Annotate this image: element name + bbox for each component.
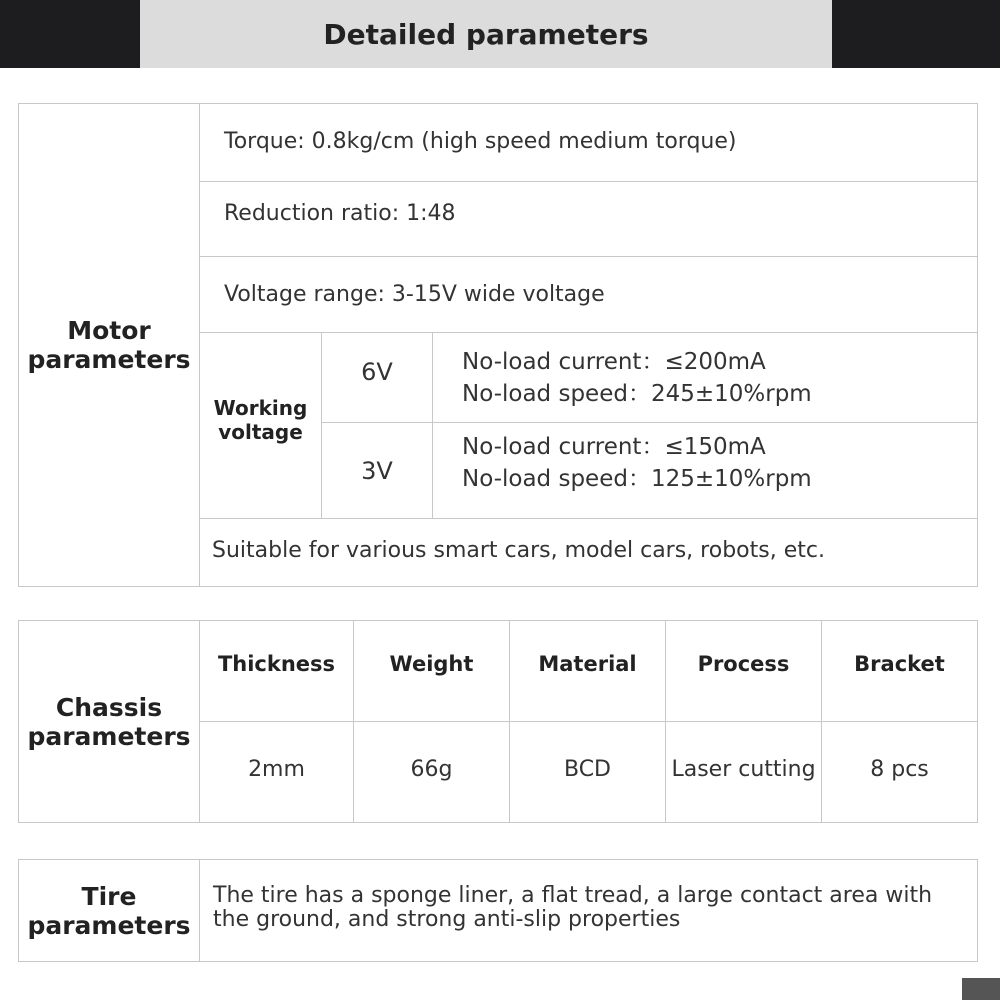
voltage-3v-current: No-load current：≤150mA bbox=[462, 433, 766, 460]
suitable-row bbox=[199, 518, 977, 586]
header-weight-label: Weight bbox=[389, 652, 474, 676]
value-thickness-text: 2mm bbox=[248, 756, 305, 782]
motor-parameters-table bbox=[18, 103, 978, 587]
value-process-text: Laser cutting bbox=[671, 756, 816, 782]
value-weight bbox=[353, 721, 509, 822]
header-thickness-label: Thickness bbox=[217, 652, 336, 676]
voltage-range-row bbox=[199, 256, 977, 332]
tire-label-line1: Tire bbox=[81, 881, 137, 911]
corner-mark bbox=[962, 978, 1000, 1000]
chassis-section-label bbox=[19, 621, 199, 822]
tire-description-line2: the ground, and strong anti-slip properties bbox=[213, 906, 681, 932]
voltage-3v-value: 3V bbox=[361, 456, 393, 485]
header-material bbox=[509, 621, 665, 721]
reduction-ratio-row bbox=[199, 181, 977, 256]
header-material-label: Material bbox=[538, 652, 637, 676]
voltage-3v-specs bbox=[432, 422, 977, 518]
chassis-parameters-table bbox=[18, 620, 978, 823]
header-thickness bbox=[199, 621, 353, 721]
tire-description bbox=[199, 860, 977, 961]
voltage-3v-cell bbox=[321, 422, 432, 518]
header-process-label: Process bbox=[697, 652, 790, 676]
page-title: Detailed parameters bbox=[140, 0, 832, 68]
value-material bbox=[509, 721, 665, 822]
tire-section-label bbox=[19, 860, 199, 961]
header-weight bbox=[353, 621, 509, 721]
value-weight-text: 66g bbox=[410, 756, 453, 782]
motor-label-line1: Motor bbox=[67, 316, 151, 345]
value-bracket-text: 8 pcs bbox=[870, 756, 929, 782]
torque-text: Torque: 0.8kg/cm (high speed medium torque) bbox=[224, 129, 737, 154]
voltage-3v-speed: No-load speed：125±10%rpm bbox=[462, 465, 812, 492]
value-process bbox=[665, 721, 821, 822]
header-process bbox=[665, 621, 821, 721]
header-bracket bbox=[821, 621, 977, 721]
header-bracket-label: Bracket bbox=[854, 652, 945, 676]
voltage-range-text: Voltage range: 3-15V wide voltage bbox=[224, 282, 605, 307]
working-voltage-line2: voltage bbox=[218, 419, 303, 444]
suitable-text: Suitable for various smart cars, model cars, robots, etc. bbox=[212, 538, 825, 563]
working-voltage-label bbox=[199, 332, 321, 518]
tire-description-line1: The tire has a sponge liner, a flat tread, a large contact area with bbox=[213, 882, 933, 908]
tire-parameters-table bbox=[18, 859, 978, 962]
torque-row bbox=[199, 104, 977, 181]
voltage-6v-cell bbox=[321, 332, 432, 422]
working-voltage-line1: Working bbox=[213, 395, 308, 420]
chassis-label-line1: Chassis bbox=[55, 692, 163, 722]
value-bracket bbox=[821, 721, 977, 822]
value-thickness bbox=[199, 721, 353, 822]
reduction-ratio-text: Reduction ratio: 1:48 bbox=[224, 200, 456, 226]
motor-section-label bbox=[19, 104, 199, 586]
voltage-6v-speed: No-load speed：245±10%rpm bbox=[462, 380, 812, 407]
tire-label-line2: parameters bbox=[27, 910, 191, 940]
voltage-6v-current: No-load current：≤200mA bbox=[462, 348, 766, 375]
voltage-6v-specs bbox=[432, 332, 977, 422]
voltage-6v-value: 6V bbox=[361, 357, 393, 386]
value-material-text: BCD bbox=[563, 756, 611, 782]
chassis-label-line2: parameters bbox=[27, 721, 191, 751]
motor-label-line2: parameters bbox=[27, 345, 191, 374]
